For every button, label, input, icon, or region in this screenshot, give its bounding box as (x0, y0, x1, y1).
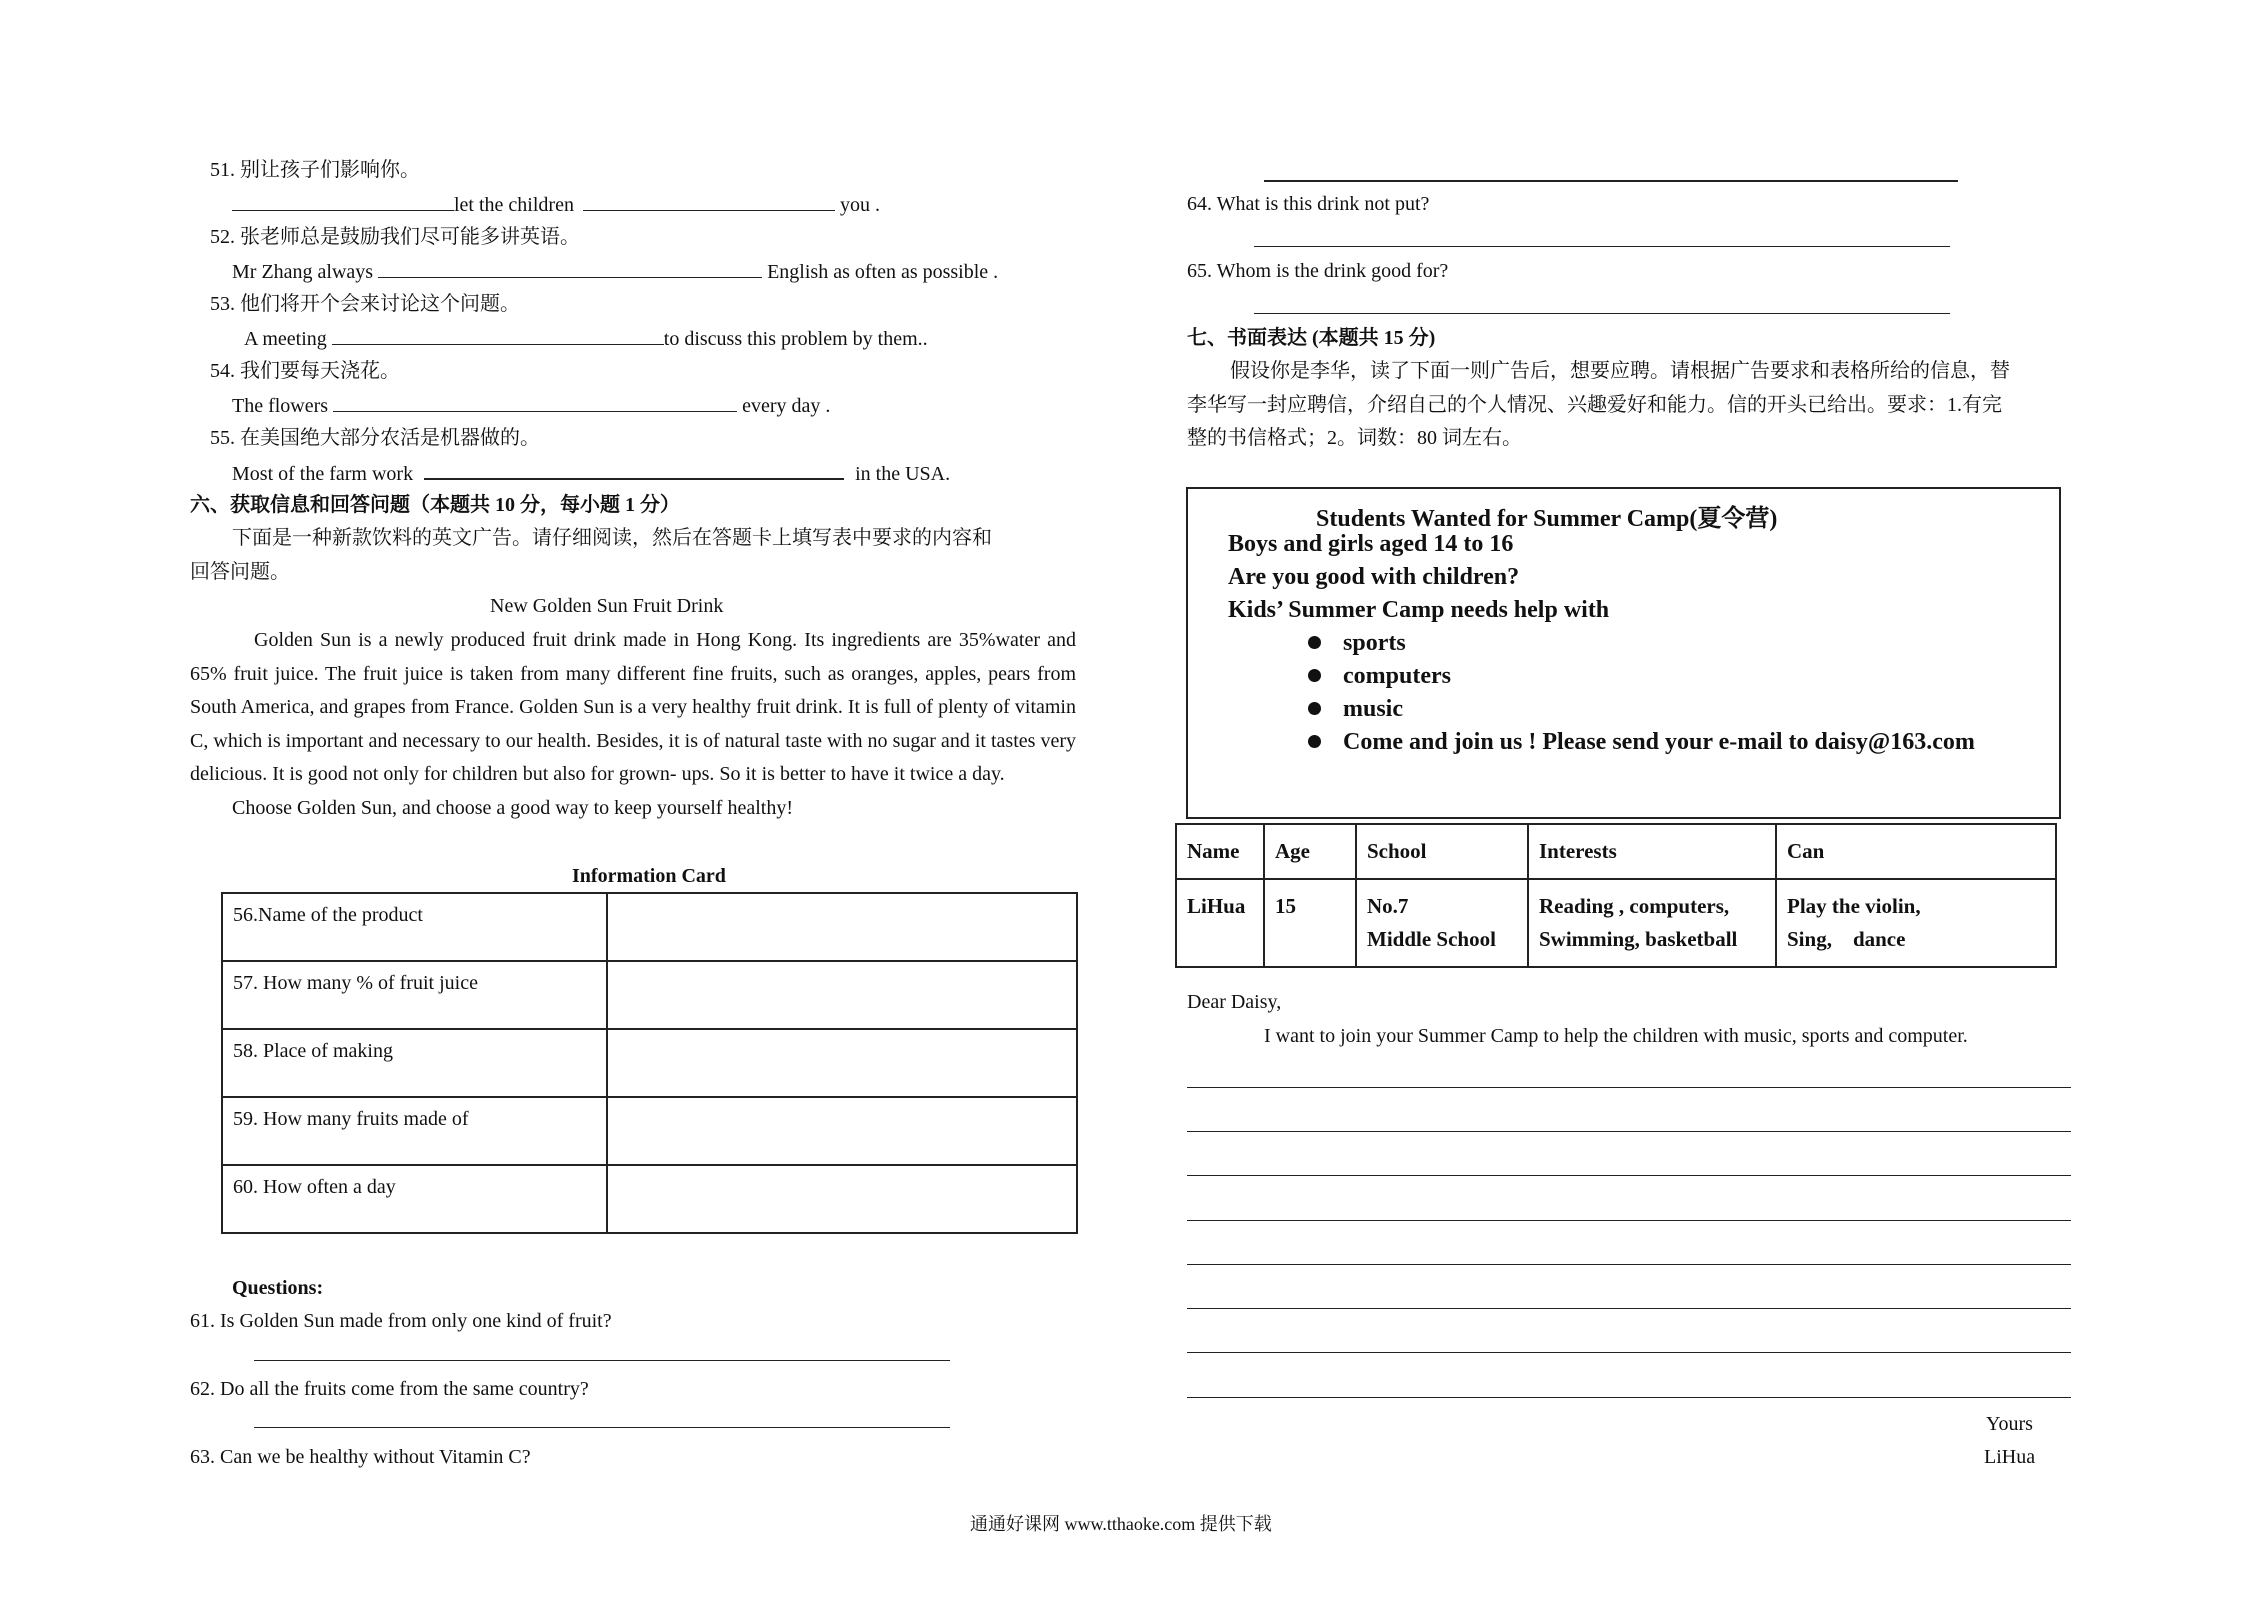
ad-line-3: Kids’ Summer Camp needs help with (1228, 597, 1610, 623)
writing-line[interactable] (1187, 1397, 2071, 1398)
section-7-intro-line2: 李华写一封应聘信，介绍自己的个人情况、兴趣爱好和能力。信的开头已给出。要求：1.有完 (1187, 394, 2002, 416)
table-cell-label: 56.Name of the product (222, 893, 607, 961)
table-row (222, 1097, 1077, 1165)
question-53-sentence: A meeting to discuss this problem by them.. (244, 328, 928, 350)
question-63: 63. Can we be healthy without Vitamin C? (190, 1446, 531, 1468)
question-62: 62. Do all the fruits come from the same country? (190, 1378, 589, 1400)
table-cell: LiHua (1176, 879, 1264, 967)
section-6-intro-line1: 下面是一种新款饮料的英文广告。请仔细阅读，然后在答题卡上填写表中要求的内容和 (232, 527, 992, 549)
question-51-sentence: let the children you . (232, 192, 880, 217)
ad-line-1: Boys and girls aged 14 to 16 (1228, 531, 1514, 557)
letter-opening: I want to join your Summer Camp to help the children with music, sports and computer. (1264, 1025, 1968, 1047)
question-64: 64. What is this drink not put? (1187, 193, 1430, 215)
bullet-icon (1308, 669, 1321, 682)
table-header-cell: Age (1264, 824, 1356, 879)
question-65: 65. Whom is the drink good for? (1187, 260, 1449, 282)
cell-line: Reading , computers, (1539, 894, 1730, 918)
article-body (190, 624, 1076, 825)
answer-blank[interactable] (332, 326, 664, 345)
question-55-sentence: Most of the farm work in the USA. (232, 460, 950, 486)
table-row (222, 893, 1077, 961)
answer-cell[interactable] (607, 1165, 1077, 1233)
table-cell-label: 57. How many % of fruit juice (222, 961, 607, 1029)
answer-line[interactable] (254, 1360, 950, 1361)
bullet-icon (1308, 735, 1321, 748)
writing-line[interactable] (1187, 1308, 2071, 1309)
table-cell (1528, 879, 1776, 967)
candidate-info-table (1175, 823, 2057, 968)
ad-bullet-item: computers (1308, 663, 1451, 690)
writing-line[interactable] (1187, 1087, 2071, 1088)
ad-title: Students Wanted for Summer Camp(夏令营) (1316, 506, 1778, 532)
information-card-title: Information Card (572, 865, 726, 887)
answer-line[interactable] (1264, 180, 1958, 182)
table-header-cell: Name (1176, 824, 1264, 879)
cell-line: Middle School (1367, 927, 1496, 951)
ad-bullet-item: music (1308, 696, 1403, 723)
writing-line[interactable] (1187, 1175, 2071, 1176)
answer-blank[interactable] (378, 259, 762, 278)
table-cell-label: 58. Place of making (222, 1029, 607, 1097)
information-card-table (221, 892, 1078, 1234)
answer-line[interactable] (1254, 246, 1950, 247)
cell-line: Play the violin, (1787, 894, 1921, 918)
table-cell (1356, 879, 1528, 967)
question-55-prompt: 55. 在美国绝大部分农活是机器做的。 (210, 427, 540, 449)
answer-blank[interactable] (424, 460, 844, 480)
bullet-icon (1308, 636, 1321, 649)
answer-cell[interactable] (607, 893, 1077, 961)
question-61: 61. Is Golden Sun made from only one kind of fruit? (190, 1310, 612, 1332)
answer-cell[interactable] (607, 1029, 1077, 1097)
answer-line[interactable] (254, 1427, 950, 1428)
letter-closing: Yours (1986, 1413, 2033, 1435)
cell-line: Sing, dance (1787, 927, 1906, 951)
question-51-prompt: 51. 别让孩子们影响你。 (210, 159, 420, 181)
question-54-sentence: The flowers every day . (232, 395, 831, 417)
section-7-intro-line1: 假设你是李华，读了下面一则广告后，想要应聘。请根据广告要求和表格所给的信息，替 (1230, 360, 2010, 382)
table-cell (1776, 879, 2056, 967)
table-cell: 15 (1264, 879, 1356, 967)
table-row (222, 1165, 1077, 1233)
writing-line[interactable] (1187, 1131, 2071, 1132)
question-52-sentence: Mr Zhang always English as often as possible . (232, 261, 999, 283)
answer-blank[interactable] (583, 192, 835, 211)
question-54-prompt: 54. 我们要每天浇花。 (210, 360, 400, 382)
cell-line: No.7 (1367, 894, 1409, 918)
answer-blank[interactable] (333, 393, 737, 412)
table-header-cell: Interests (1528, 824, 1776, 879)
table-cell-label: 60. How often a day (222, 1165, 607, 1233)
cell-line: Swimming, basketball (1539, 927, 1738, 951)
writing-line[interactable] (1187, 1352, 2071, 1353)
article-title: New Golden Sun Fruit Drink (490, 595, 724, 617)
answer-cell[interactable] (607, 1097, 1077, 1165)
ad-line-2: Are you good with children? (1228, 564, 1520, 590)
question-52-prompt: 52. 张老师总是鼓励我们尽可能多讲英语。 (210, 226, 580, 248)
table-header-row (1176, 824, 2056, 879)
table-row (1176, 879, 2056, 967)
section-7-heading: 七、书面表达 (本题共 15 分) (1187, 327, 1436, 349)
question-53-prompt: 53. 他们将开个会来讨论这个问题。 (210, 293, 520, 315)
answer-blank[interactable] (232, 192, 454, 211)
ad-bullet-item: sports (1308, 630, 1406, 657)
page-footer: 通通好课网 www.tthaoke.com 提供下载 (970, 1514, 1272, 1534)
table-row (222, 1029, 1077, 1097)
letter-signature: LiHua (1984, 1446, 2036, 1468)
article-paragraph-2: Choose Golden Sun, and choose a good way to keep yourself healthy! (232, 796, 793, 819)
table-row (222, 961, 1077, 1029)
bullet-icon (1308, 702, 1321, 715)
answer-line[interactable] (1254, 313, 1950, 314)
answer-cell[interactable] (607, 961, 1077, 1029)
table-cell-label: 59. How many fruits made of (222, 1097, 607, 1165)
writing-line[interactable] (1187, 1264, 2071, 1265)
writing-line[interactable] (1187, 1220, 2071, 1221)
article-paragraph-1: Golden Sun is a newly produced fruit drink made in Hong Kong. Its ingredients are 35%water and 65% fruit juice. The fruit juice is taken from many different fine fruits, such as oranges, apples, pears from South America, and grapes from France. Golden Sun is a very healthy fruit drink. It is full of plenty of vitamin C, which is important and necessary to our health. Besides, it is of natural taste with no sugar and it tastes very delicious. It is good not only for children but also for grown- ups. So it is better to have it twice a day. (190, 629, 1076, 785)
questions-label: Questions: (232, 1277, 324, 1299)
section-6-heading: 六、获取信息和回答问题（本题共 10 分，每小题 1 分） (190, 494, 680, 516)
table-header-cell: School (1356, 824, 1528, 879)
ad-bullet-item: Come and join us ! Please send your e-mail to daisy@163.com (1308, 729, 1975, 756)
letter-greeting: Dear Daisy, (1187, 991, 1282, 1013)
section-7-intro-line3: 整的书信格式；2。词数：80 词左右。 (1187, 427, 1522, 449)
table-header-cell: Can (1776, 824, 2056, 879)
section-6-intro-line2: 回答问题。 (190, 561, 290, 583)
